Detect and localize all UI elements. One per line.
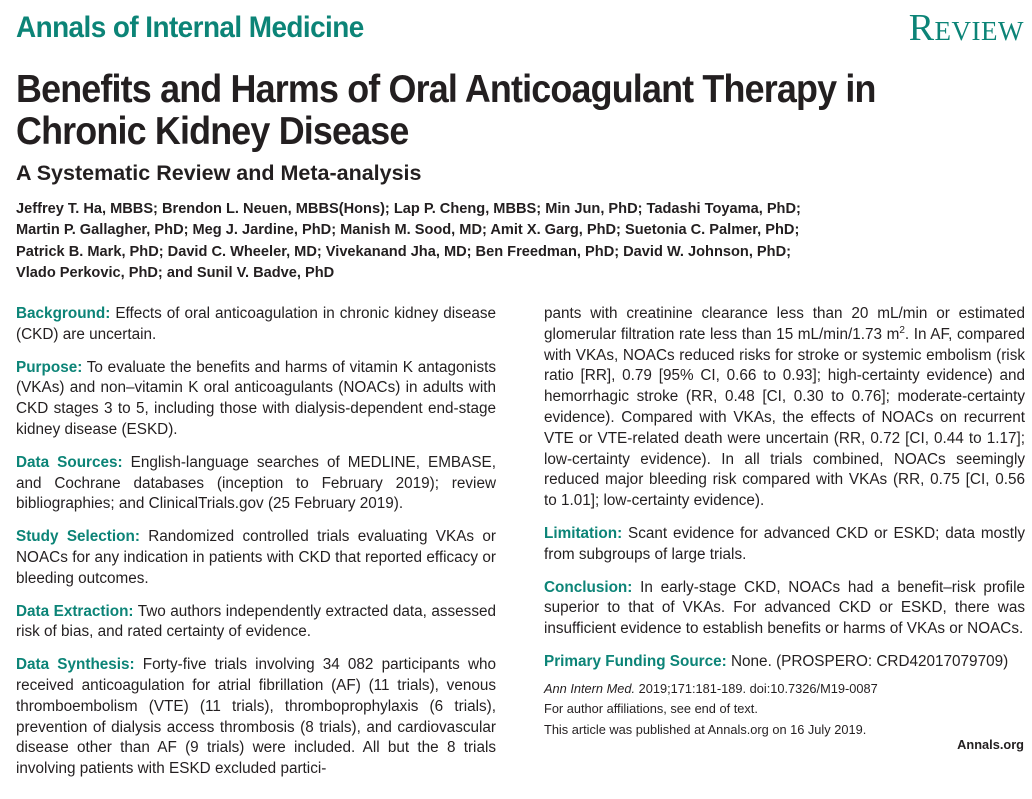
author-line: Vlado Perkovic, PhD; and Sunil V. Badve, PhD xyxy=(16,265,335,282)
limitation-heading: Limitation: xyxy=(544,524,623,542)
data-sources-heading: Data Sources: xyxy=(16,453,123,471)
data-extraction-heading: Data Extraction: xyxy=(16,602,134,620)
citation-line xyxy=(544,679,1025,700)
data-extraction-section xyxy=(16,602,496,644)
funding-heading: Primary Funding Source: xyxy=(544,652,727,670)
conclusion-text: In early-stage CKD, NOACs had a benefit–risk profile superior to that of VKAs. For advanced CKD or ESKD, there was insufficient evidence to establish benefits or harms of VKAs or NOACs. xyxy=(544,578,1025,638)
author-line: Martin P. Gallagher, PhD; Meg J. Jardine, PhD; Manish M. Sood, MD; Amit X. Garg, PhD; Suetonia C. Palmer, PhD; xyxy=(16,222,800,239)
author-list xyxy=(16,199,1006,285)
journal-name: Annals of Internal Medicine xyxy=(16,11,364,44)
data-synthesis-text: Forty-five trials involving 34 082 participants who received anticoagulation for atrial fibrillation (AF) (11 trials), venous thromboembolism (VTE) (11 trials), thromboprophylaxis (6 trials), prevention of dialysis access thrombosis (8 trials), and cardiovascular disease other than AF (9 trials) were included. All but the 8 trials involving patients with ESKD excluded partici- xyxy=(16,656,497,778)
study-selection-heading: Study Selection: xyxy=(16,528,140,546)
purpose-heading: Purpose: xyxy=(16,358,83,376)
author-line: Jeffrey T. Ha, MBBS; Brendon L. Neuen, MBBS(Hons); Lap P. Cheng, MBBS; Min Jun, PhD; Tadashi Toyama, PhD; xyxy=(16,201,801,217)
published-note: This article was published at Annals.org on 16 July 2019. xyxy=(544,721,867,737)
data-synthesis-continued xyxy=(544,304,1025,512)
author-line: Patrick B. Mark, PhD; David C. Wheeler, MD; Vivekanand Jha, MD; Ben Freedman, PhD; David W. Johnson, PhD; xyxy=(16,243,791,260)
data-synthesis-text-continued-end: . In AF, compared with VKAs, NOACs reduced risks for stroke or systemic embolism (risk ratio [RR], 0.79 [95% CI, 0.66 to 0.93]; high-certainty evidence) and hemorrhagic stroke (RR, 0.48 [CI, 0.30 to 0.76]; moderate-certainty evidence). Compared with VKAs, the effects of NOACs on recurrent VTE or VTE-related death were uncertain (RR, 0.72 [CI, 0.44 to 1.17]; low-certainty evidence). In all trials combined, NOACs seemingly reduced major bleeding risk compared with VKAs (RR, 0.75 [CI, 0.56 to 1.01]; low-certainty evidence). xyxy=(544,325,1025,510)
data-extraction-text: Two authors independently extracted data, assessed risk of bias, and rated certainty of evidence. xyxy=(16,602,496,641)
data-sources-text: English-language searches of MEDLINE, EMBASE, and Cochrane databases (inception to February 2019); review bibliographies; and ClinicalTrials.gov (25 February 2019). xyxy=(16,453,496,513)
limitation-section xyxy=(544,524,1025,566)
superscript: 2 xyxy=(899,324,905,336)
data-synthesis-heading: Data Synthesis: xyxy=(16,656,135,674)
limitation-text: Scant evidence for advanced CKD or ESKD; data mostly from subgroups of large trials. xyxy=(544,524,1026,563)
affiliations-note: For author affiliations, see end of text. xyxy=(544,701,758,717)
study-selection-section xyxy=(16,527,496,589)
data-synthesis-text-continued: pants with creatinine clearance less than 20 mL/min or estimated glomerular filtration rate less than 15 mL/min/1.73 m xyxy=(544,305,1025,343)
funding-text: None. (PROSPERO: CRD42017079709) xyxy=(731,652,1009,670)
article-title: Benefits and Harms of Oral Anticoagulant Therapy in Chronic Kidney Disease xyxy=(16,68,876,153)
abstract-right-column xyxy=(544,304,1025,740)
abstract-left-column xyxy=(16,304,496,792)
data-synthesis-section xyxy=(16,655,496,780)
study-selection-text: Randomized controlled trials evaluating VKAs or NOACs for any indication in patients with CKD that reported efficacy or bleeding outcomes. xyxy=(16,528,496,587)
background-heading: Background: xyxy=(16,305,111,322)
purpose-section xyxy=(16,358,496,441)
citation-journal: Ann Intern Med. xyxy=(544,680,636,696)
conclusion-heading: Conclusion: xyxy=(544,578,633,596)
funding-section xyxy=(544,652,1025,673)
citation-block xyxy=(544,679,1025,741)
conclusion-section xyxy=(544,578,1025,640)
data-sources-section xyxy=(16,453,496,515)
purpose-text: To evaluate the benefits and harms of vitamin K antagonists (VKAs) and non–vitamin K oral anticoagulants (NOACs) in adults with CKD stages 3 to 5, including those with dialysis-dependent end-stage kidney disease (ESKD). xyxy=(16,358,496,438)
article-type-label: Review xyxy=(908,7,1024,49)
article-subtitle: A Systematic Review and Meta-analysis xyxy=(16,161,422,185)
annals-site-link[interactable]: Annals.org xyxy=(957,737,1024,752)
citation-reference: 2019;171:181-189. doi:10.7326/M19-0087 xyxy=(638,680,878,696)
background-section xyxy=(16,304,496,346)
background-text: Effects of oral anticoagulation in chronic kidney disease (CKD) are uncertain. xyxy=(16,305,496,343)
